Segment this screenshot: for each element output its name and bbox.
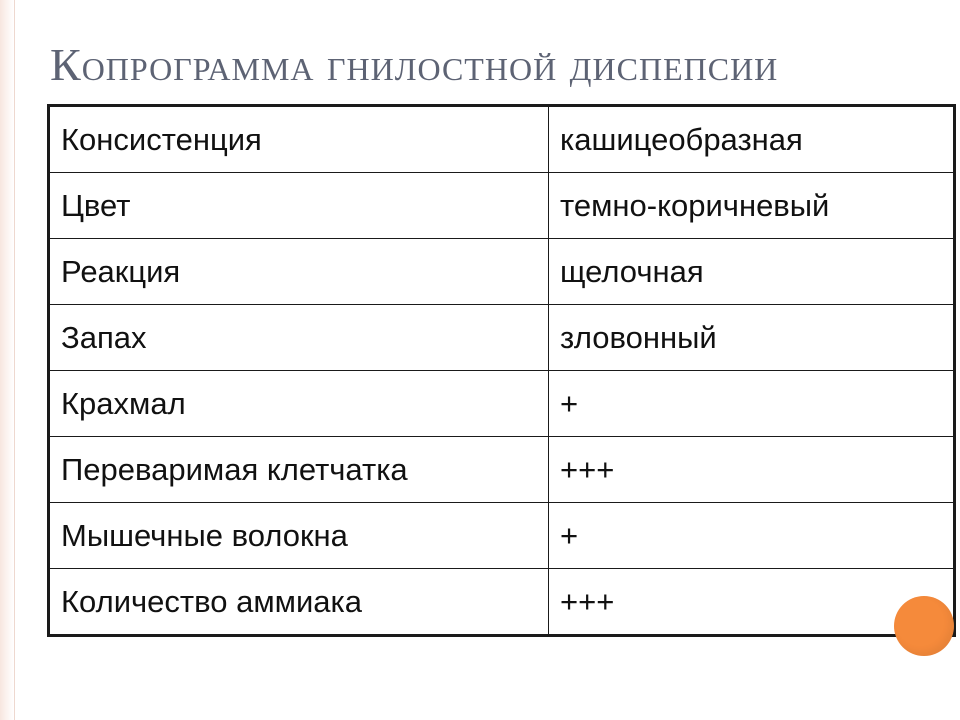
table-row <box>49 106 955 173</box>
parameter-cell: Консистенция <box>49 106 549 173</box>
parameter-cell: Количество аммиака <box>49 569 549 636</box>
coprogram-table <box>47 104 956 637</box>
parameter-cell: Мышечные волокна <box>49 503 549 569</box>
value-cell: зловонный <box>549 305 955 371</box>
table-row <box>49 173 955 239</box>
table-row <box>49 239 955 305</box>
table-row <box>49 305 955 371</box>
slide-title: Копрограмма гнилостной диспепсии <box>50 39 779 90</box>
value-cell: кашицеобразная <box>549 106 955 173</box>
table-row <box>49 371 955 437</box>
parameter-cell: Крахмал <box>49 371 549 437</box>
orange-accent-circle <box>894 596 954 656</box>
parameter-cell: Переваримая клетчатка <box>49 437 549 503</box>
parameter-cell: Цвет <box>49 173 549 239</box>
coprogram-table-container <box>47 104 956 637</box>
value-cell: + <box>549 503 955 569</box>
value-cell: +++ <box>549 437 955 503</box>
value-cell: щелочная <box>549 239 955 305</box>
value-cell: + <box>549 371 955 437</box>
table-row <box>49 437 955 503</box>
value-cell: темно-коричневый <box>549 173 955 239</box>
parameter-cell: Реакция <box>49 239 549 305</box>
parameter-cell: Запах <box>49 305 549 371</box>
left-border-accent <box>14 0 15 720</box>
table-row <box>49 503 955 569</box>
value-cell: +++ <box>549 569 955 636</box>
table-row <box>49 569 955 636</box>
